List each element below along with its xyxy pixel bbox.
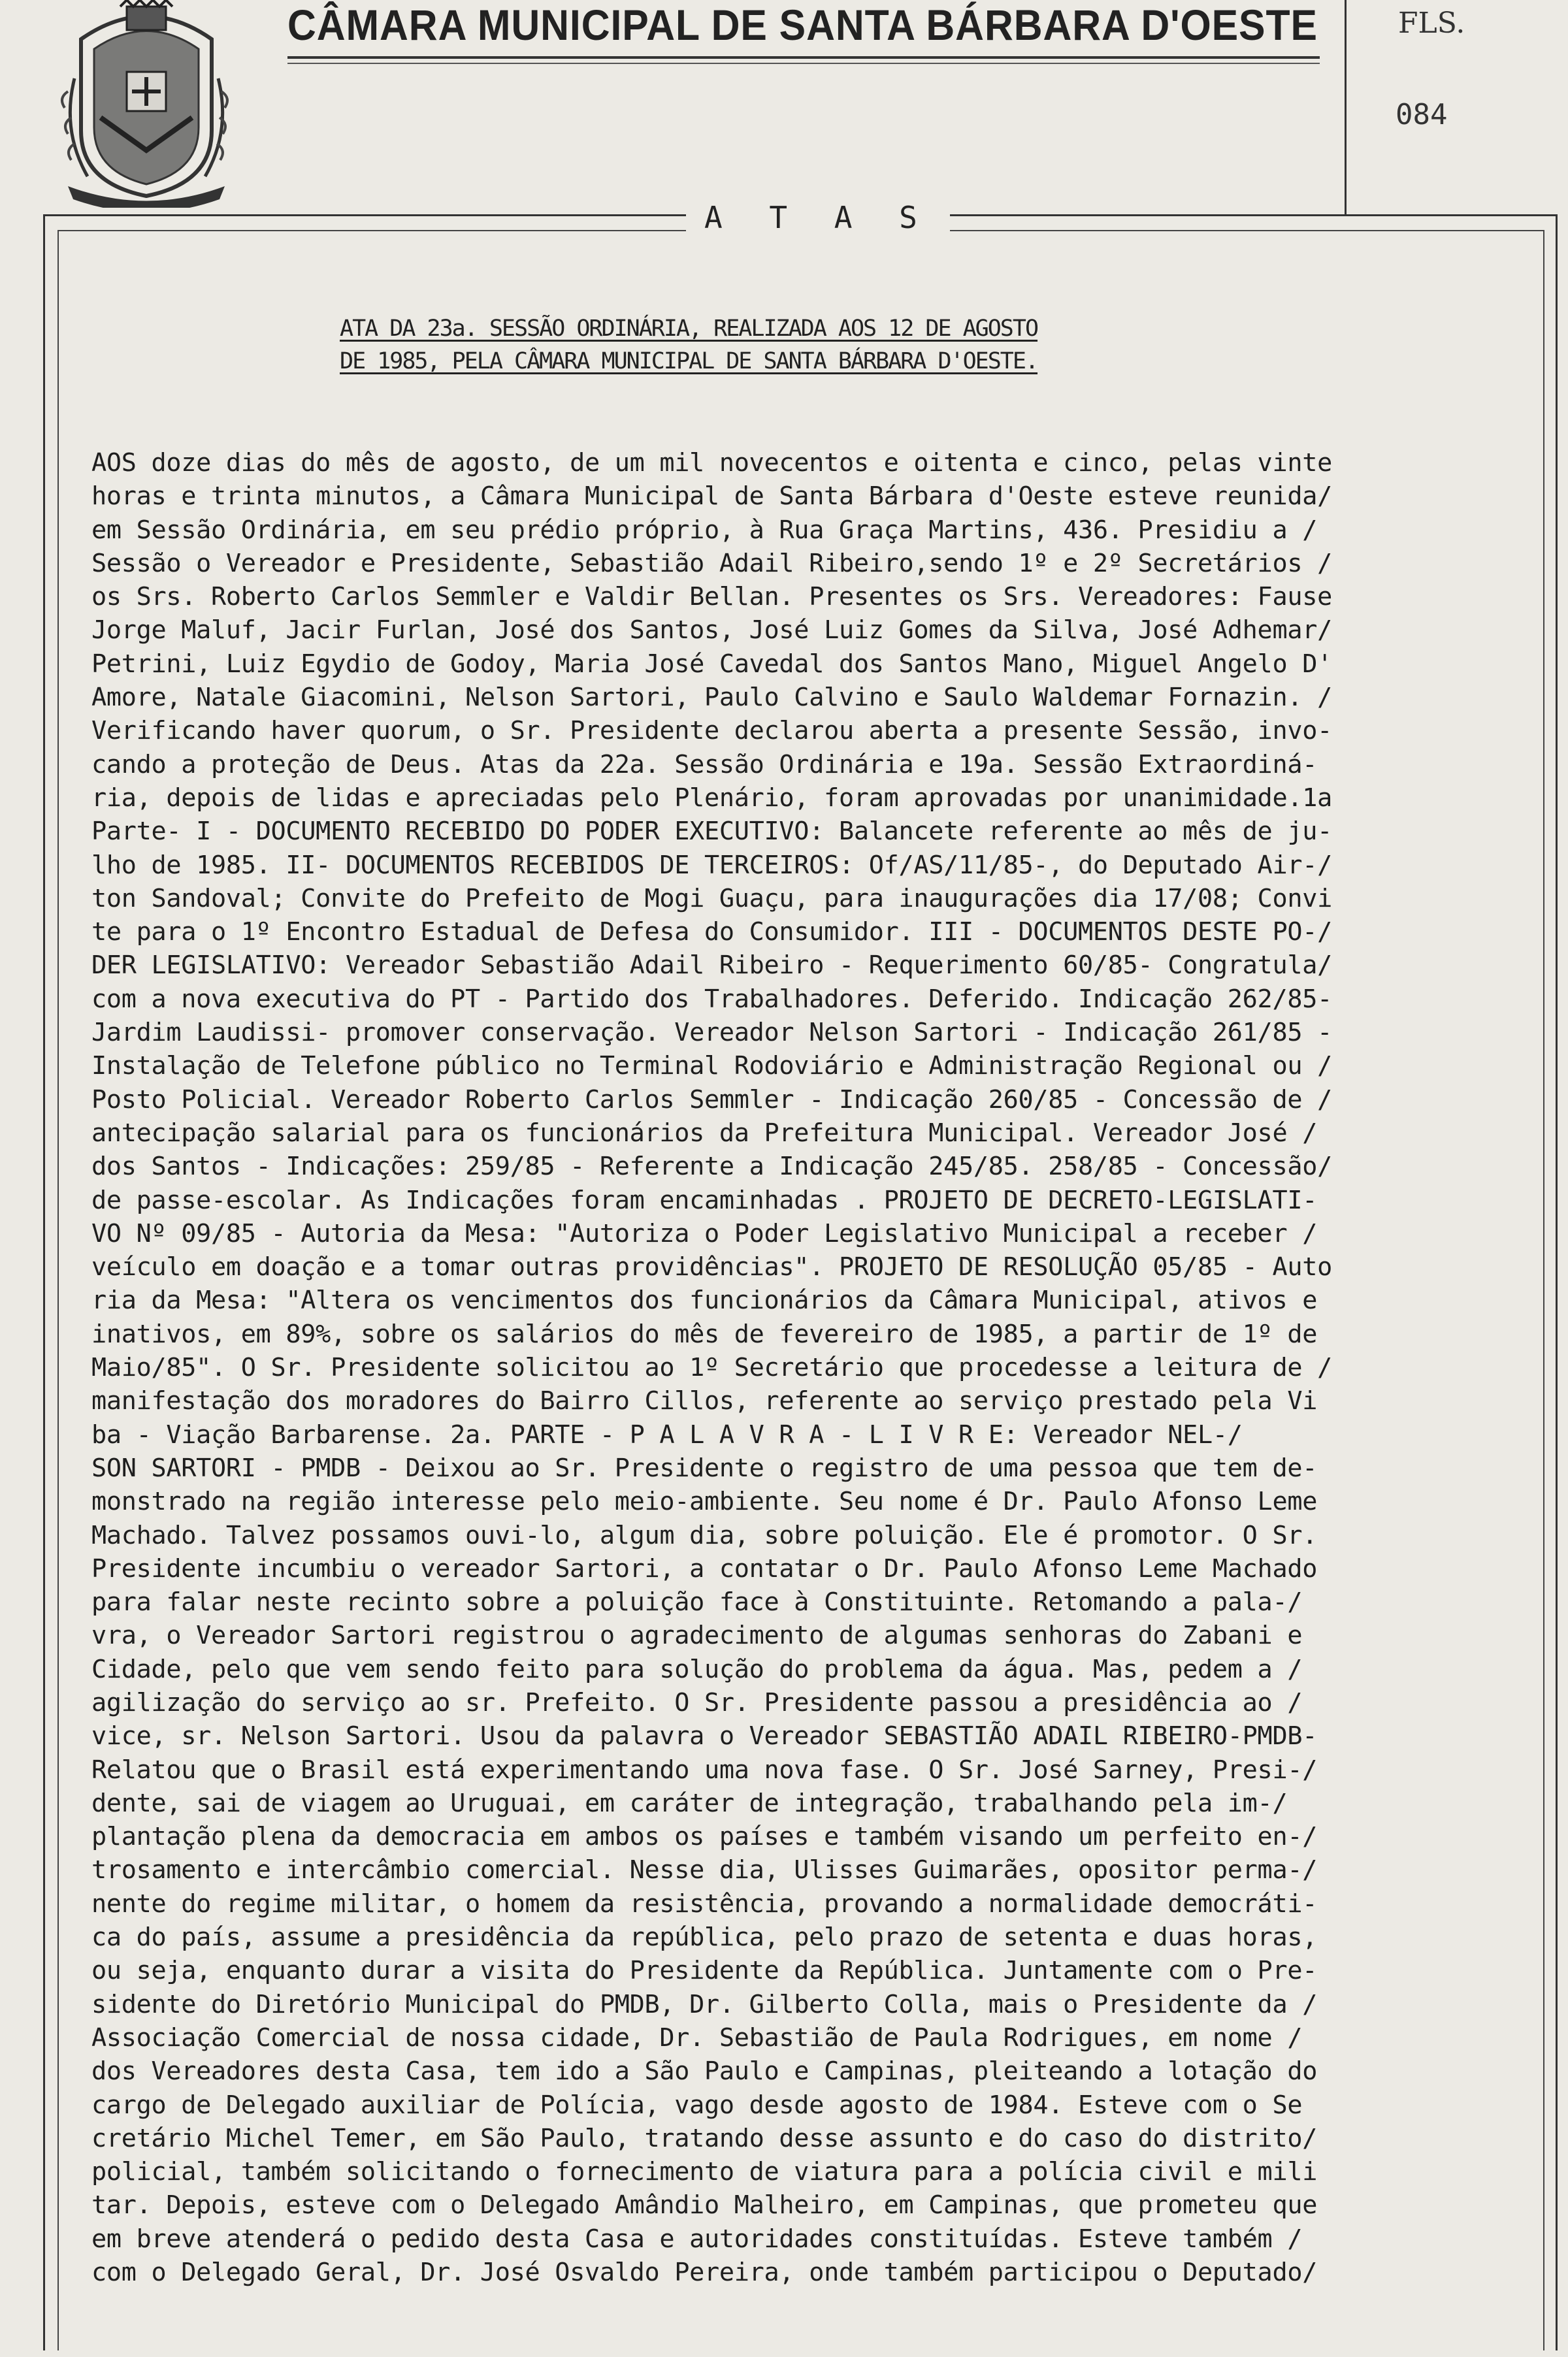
body-line: agilização do serviço ao sr. Prefeito. O Sr. Presidente passou a presidência ao / <box>91 1687 1303 1717</box>
body-line: Posto Policial. Vereador Roberto Carlos Semmler - Indicação 260/85 - Concessão de / <box>91 1084 1332 1114</box>
section-label: A T A S <box>686 200 950 235</box>
header-rule <box>287 56 1320 59</box>
body-line: DER LEGISLATIVO: Vereador Sebastião Adail Ribeiro - Requerimento 60/85- Congratula/ <box>91 951 1332 981</box>
body-line: sidente do Diretório Municipal do PMDB, Dr. Gilberto Colla, mais o Presidente da / <box>91 1989 1318 2019</box>
body-line: ba - Viação Barbarense. 2a. PARTE - P A L A V R A - L I V R E: Vereador NEL-/ <box>91 1420 1243 1450</box>
body-line: monstrado na região interesse pelo meio-ambiente. Seu nome é Dr. Paulo Afonso Leme <box>91 1487 1318 1517</box>
body-line: Machado. Talvez possamos ouvi-lo, algum dia, sobre poluição. Ele é promotor. O Sr. <box>91 1520 1318 1550</box>
body-line: Instalação de Telefone público no Terminal Rodoviário e Administração Regional ou / <box>91 1051 1332 1081</box>
folio-label: FLS. <box>1398 7 1465 40</box>
body-line: Jardim Laudissi- promover conservação. Vereador Nelson Sartori - Indicação 261/85 - <box>91 1018 1332 1048</box>
body-line: vice, sr. Nelson Sartori. Usou da palavra o Vereador SEBASTIÃO ADAIL RIBEIRO-PMDB- <box>91 1721 1318 1751</box>
document-title-line: ATA DA 23a. SESSÃO ORDINÁRIA, REALIZADA AOS 12 DE AGOSTO <box>340 316 1038 342</box>
body-line: Associação Comercial de nossa cidade, Dr. Sebastião de Paula Rodrigues, em nome / <box>91 2023 1303 2053</box>
body-line: ton Sandoval; Convite do Prefeito de Mogi Guaçu, para inaugurações dia 17/08; Convi <box>91 883 1332 913</box>
body-line: em Sessão Ordinária, em seu prédio próprio, à Rua Graça Martins, 436. Presidiu a / <box>91 515 1318 545</box>
body-line: dos Santos - Indicações: 259/85 - Referente a Indicação 245/85. 258/85 - Concessão/ <box>91 1152 1332 1182</box>
document-title <box>340 312 1320 378</box>
body-line: trosamento e intercâmbio comercial. Nesse dia, Ulisses Guimarães, opositor perma-/ <box>91 1855 1318 1885</box>
body-line: cando a proteção de Deus. Atas da 22a. Sessão Ordinária e 19a. Sessão Extraordiná- <box>91 749 1318 779</box>
page-number-divider <box>1345 0 1347 214</box>
body-line: ou seja, enquanto durar a visita do Presidente da República. Juntamente com o Pre- <box>91 1956 1318 1986</box>
institution-name: CÂMARA MUNICIPAL DE SANTA BÁRBARA D'OESTE <box>287 1 1318 49</box>
body-line: manifestação dos moradores do Bairro Cillos, referente ao serviço prestado pela Vi <box>91 1386 1318 1416</box>
body-line: nente do regime militar, o homem da resistência, provando a normalidade democráti- <box>91 1889 1318 1919</box>
body-line: Amore, Natale Giacomini, Nelson Sartori, Paulo Calvino e Saulo Waldemar Fornazin. / <box>91 683 1332 713</box>
header-rule-secondary <box>287 63 1320 64</box>
body-line: cretário Michel Temer, em São Paulo, tratando desse assunto e do caso do distrito/ <box>91 2123 1318 2153</box>
body-line: para falar neste recinto sobre a poluição face à Constituinte. Retomando a pala-/ <box>91 1587 1303 1617</box>
body-line: lho de 1985. II- DOCUMENTOS RECEBIDOS DE TERCEIROS: Of/AS/11/85-, do Deputado Air-/ <box>91 850 1332 880</box>
body-line: VO Nº 09/85 - Autoria da Mesa: "Autoriza o Poder Legislativo Municipal a receber / <box>91 1218 1318 1248</box>
body-line: os Srs. Roberto Carlos Semmler e Valdir Bellan. Presentes os Srs. Vereadores: Fause <box>91 582 1332 612</box>
page-number: 084 <box>1396 98 1448 131</box>
body-line: Petrini, Luiz Egydio de Godoy, Maria José Cavedal dos Santos Mano, Miguel Angelo D' <box>91 649 1332 679</box>
body-line: Verificando haver quorum, o Sr. Presidente declarou aberta a presente Sessão, invo- <box>91 716 1332 746</box>
body-line: Maio/85". O Sr. Presidente solicitou ao 1º Secretário que procedesse a leitura de / <box>91 1353 1332 1383</box>
body-line: ria, depois de lidas e apreciadas pelo Plenário, foram aprovadas por unanimidade.1a <box>91 783 1332 813</box>
body-line: Parte- I - DOCUMENTO RECEBIDO DO PODER EXECUTIVO: Balancete referente ao mês de ju- <box>91 817 1332 847</box>
body-line: com a nova executiva do PT - Partido dos Trabalhadores. Deferido. Indicação 262/85- <box>91 984 1332 1014</box>
body-line: te para o 1º Encontro Estadual de Defesa do Consumidor. III - DOCUMENTOS DESTE PO-/ <box>91 917 1332 947</box>
document-title-line: DE 1985, PELA CÂMARA MUNICIPAL DE SANTA BÁRBARA D'OESTE. <box>340 348 1038 374</box>
body-line: em breve atenderá o pedido desta Casa e autoridades constituídas. Esteve também / <box>91 2224 1303 2254</box>
body-line: com o Delegado Geral, Dr. José Osvaldo Pereira, onde também participou o Deputado/ <box>91 2258 1318 2288</box>
body-line: inativos, em 89%, sobre os salários do mês de fevereiro de 1985, a partir de 1º de <box>91 1319 1318 1349</box>
body-line: ca do país, assume a presidência da república, pelo prazo de setenta e duas horas, <box>91 1923 1318 1953</box>
body-line: SON SARTORI - PMDB - Deixou ao Sr. Presidente o registro de uma pessoa que tem de- <box>91 1453 1318 1483</box>
coat-of-arms-icon <box>48 0 244 208</box>
body-line: Cidade, pelo que vem sendo feito para solução do problema da água. Mas, pedem a / <box>91 1654 1303 1684</box>
body-line: veículo em doação e a tomar outras providências". PROJETO DE RESOLUÇÃO 05/85 - Auto <box>91 1252 1332 1282</box>
body-line: ria da Mesa: "Altera os vencimentos dos funcionários da Câmara Municipal, ativos e <box>91 1286 1318 1316</box>
body-line: policial, também solicitando o fornecimento de viatura para a polícia civil e mili <box>91 2157 1318 2187</box>
body-line: Presidente incumbiu o vereador Sartori, a contatar o Dr. Paulo Afonso Leme Machado <box>91 1553 1318 1584</box>
body-line: Sessão o Vereador e Presidente, Sebastião Adail Ribeiro,sendo 1º e 2º Secretários / <box>91 548 1332 578</box>
body-line: dente, sai de viagem ao Uruguai, em caráter de integração, trabalhando pela im-/ <box>91 1788 1288 1818</box>
body-line: dos Vereadores desta Casa, tem ido a São Paulo e Campinas, pleiteando a lotação do <box>91 2056 1318 2087</box>
body-line: tar. Depois, esteve com o Delegado Amândio Malheiro, em Campinas, que prometeu que <box>91 2190 1318 2220</box>
body-line: AOS doze dias do mês de agosto, de um mil novecentos e oitenta e cinco, pelas vinte <box>91 448 1332 478</box>
body-line: de passe-escolar. As Indicações foram encaminhadas . PROJETO DE DECRETO-LEGISLATI- <box>91 1185 1318 1215</box>
minutes-body <box>91 446 1470 2289</box>
body-line: Relatou que o Brasil está experimentando uma nova fase. O Sr. José Sarney, Presi-/ <box>91 1755 1318 1785</box>
body-line: plantação plena da democracia em ambos os países e também visando um perfeito en-/ <box>91 1822 1318 1852</box>
body-line: vra, o Vereador Sartori registrou o agradecimento de algumas senhoras do Zabani e <box>91 1621 1303 1651</box>
body-line: cargo de Delegado auxiliar de Polícia, vago desde agosto de 1984. Esteve com o Se <box>91 2090 1303 2120</box>
body-line: Jorge Maluf, Jacir Furlan, José dos Santos, José Luiz Gomes da Silva, José Adhemar/ <box>91 615 1332 645</box>
body-line: antecipação salarial para os funcionários da Prefeitura Municipal. Vereador José / <box>91 1118 1318 1148</box>
body-line: horas e trinta minutos, a Câmara Municipal de Santa Bárbara d'Oeste esteve reunida/ <box>91 481 1332 512</box>
